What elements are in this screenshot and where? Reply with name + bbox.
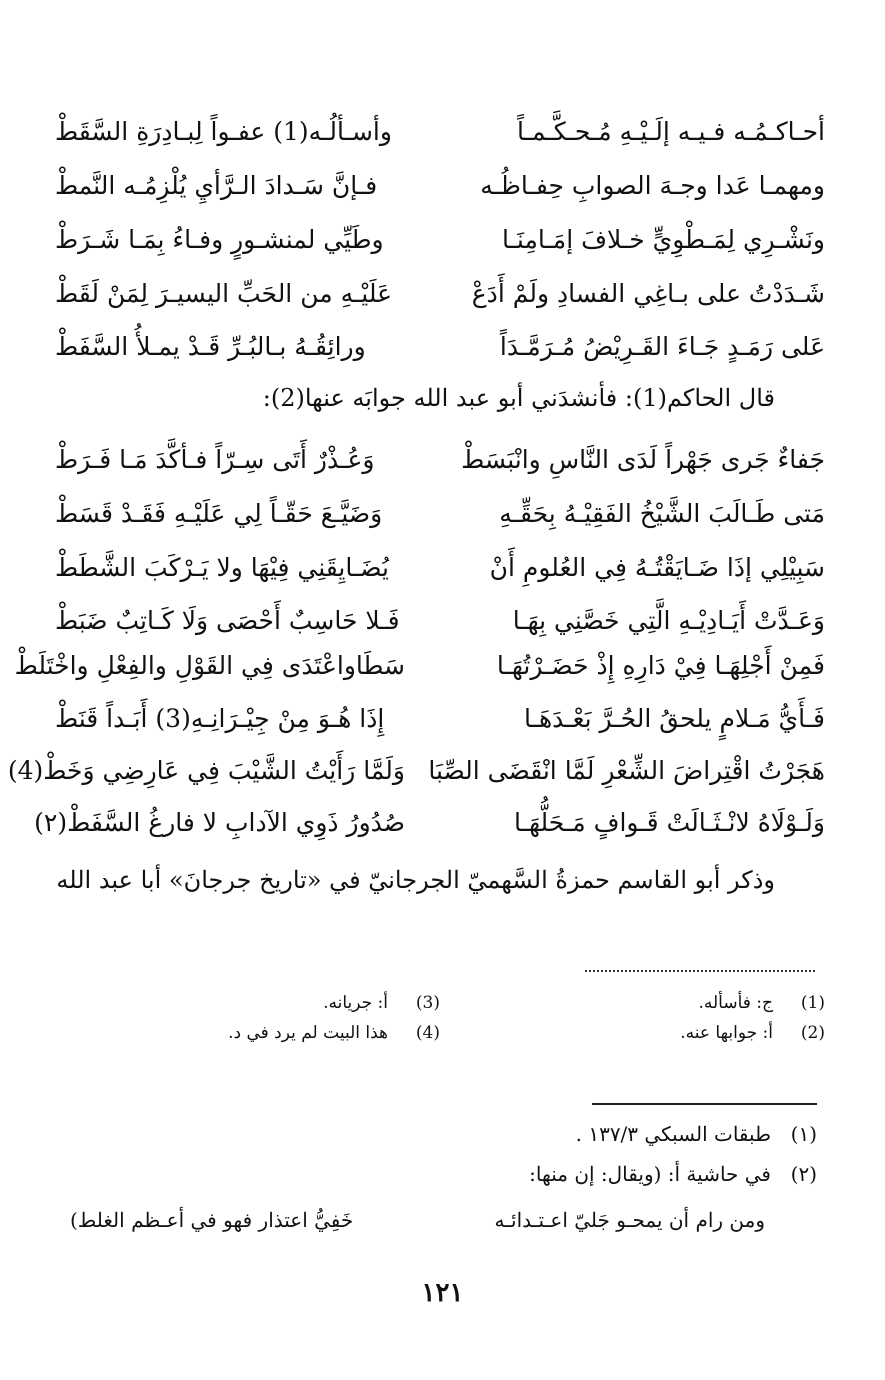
variant-text: أ: جوابها عنه. (680, 1023, 773, 1043)
poem2-verse (34, 794, 825, 850)
variant-number: (2) (800, 1023, 825, 1043)
footnote (67, 1162, 817, 1186)
hemistich-right: عَلى رَمَـدٍ جَـاءَ القَـرِيْضُ مُـرَمَّـدَاً (499, 331, 825, 361)
hemistich-left: ورائِقُـهُ بـالبُـرِّ قَـدْ يمـلأُ السَّفَطْ (55, 331, 366, 361)
hemistich-left: إِذَا هُـوَ مِنْ جِيْـرَانِـهِ(3) أَبَـداً قَنَطْ (55, 703, 385, 733)
hemistich-right: مَتى طَـالَبَ الشَّيْخُ الفَقِيْـهُ بِحَقِّـهِ (499, 498, 825, 528)
hemistich-left: فَـلا حَاسِبٌ أَحْصَى وَلَا كَـاتِبٌ ضَبَطْ (55, 605, 400, 635)
variant-note (440, 1018, 825, 1048)
hemistich-left: وَعُـذْرٌ أَتَى سِـرّاً فـأكَّدَ مَـا فَـرَطْ (55, 444, 375, 474)
hemistich-right: فَمِنْ أَجْلِهَـا فِيْ دَارِهِ إِذْ حَضَـرْتُهَـا (496, 650, 825, 680)
variant-row (55, 1018, 825, 1048)
hemistich-left: صُدُورُ ذَوِي الآدابِ لا فارغُ السَّفَطْ(٢) (34, 807, 405, 837)
hemistich-right: سَبِيْلِي إذَا ضَـايَقْتُـهُ فِي العُلومِ أَنْ (489, 552, 825, 582)
intro-paragraph: قال الحاكم(1): فأنشدَني أبو عبد الله جوابَه عنها(2): (262, 384, 775, 412)
hemistich-left: فـإنَّ سَـدادَ الـرَّأيِ يُلْزِمُـه النَّمطْ (55, 170, 378, 200)
hemistich-left: يُضَـايِقَنِي فِيْهَا ولا يَـرْكَبَ الشَّطَطْ (55, 552, 389, 582)
hemistich-left: وَلَمَّا رَأَيْتُ الشَّيْبَ فِي عَارِضِي وَخَطْ(4) (7, 755, 405, 785)
footnote-text: طبقات السبكي ١٣٧/٣ . (575, 1122, 771, 1146)
poem2-verse (55, 690, 825, 746)
poem2-verse (55, 539, 825, 595)
hemistich-left: سَطَاواعْتَدَى فِي القَوْلِ والفِعْلِ واخْتَلَطْ (14, 650, 405, 680)
footnote-hemistich-left: خَفِيُّ اعتذار فهو في أعـظم الغلط) (70, 1208, 354, 1232)
hemistich-right: شَـدَدْتُ على بـاغِي الفسادِ ولَمْ أَدَعْ (471, 278, 825, 308)
hemistich-left: وطَيِّي لمنشـورٍ وفـاءُ بِمَـا شَـرَطْ (55, 224, 384, 254)
variant-number: (4) (415, 1023, 440, 1043)
footnote (67, 1122, 817, 1146)
closing-paragraph: وذكر أبو القاسم حمزةُ السَّهميّ الجرجانيّ في «تاريخ جرجانَ» أبا عبد الله (56, 866, 775, 894)
dotted-rule (585, 970, 815, 972)
variant-text: أ: جريانه. (323, 993, 388, 1013)
hemistich-right: ونَشْـرِي لِمَـطْوِيٍّ خـلافَ إمَـامِنَـا (501, 224, 825, 254)
variant-text: هذا البيت لم يرد في د. (228, 1023, 388, 1043)
hemistich-right: ومهمـا عَدا وجـهَ الصوابِ حِفـاظُـه (480, 170, 825, 200)
variant-note (440, 988, 825, 1018)
hemistich-right: وَعَـدَّتْ أَيَـادِيْـهِ الَّتِي خَصَّنِي بِهَـا (512, 605, 825, 635)
poem1-verse (55, 157, 825, 213)
footnote-hemistich-right: ومن رام أن يمحـو جَليّ اعـتـدائـه (494, 1208, 765, 1232)
poem1-verse (55, 211, 825, 267)
variant-note (55, 988, 440, 1018)
footnote-verse (70, 1200, 765, 1240)
footnote-text: في حاشية أ: (ويقال: إن منها: (529, 1162, 771, 1186)
hemistich-right: هَجَرْتُ اقْتِراضَ الشِّعْرِ لَمَّا انْقَضَى الصِّبَا (428, 755, 825, 785)
variant-number: (3) (415, 993, 440, 1013)
poem2-verse (7, 742, 825, 798)
hemistich-left: وَضَيَّـعَ حَقّـاً لِي عَلَيْـهِ فَقَـدْ قَسَطْ (55, 498, 383, 528)
poem1-verse (55, 318, 825, 374)
poem1-verse (55, 265, 825, 321)
footnote-number: (١) (790, 1122, 817, 1146)
page-number: ١٢١ (421, 1278, 464, 1308)
variant-row (55, 988, 825, 1018)
hemistich-right: جَفاءٌ جَرى جَهْراً لَدَى النَّاسِ وانْبَسَطْ (461, 444, 825, 474)
footnote-number: (٢) (790, 1162, 817, 1186)
hemistich-left: وأسـألُـه(1) عفـواً لِبـادِرَةِ السَّقَطْ (55, 116, 392, 146)
poem2-verse (14, 637, 825, 693)
hemistich-right: فَـأَيُّ مَـلامٍ يلحقُ الحُـرَّ بَعْـدَهَـا (524, 703, 825, 733)
poem2-verse (55, 485, 825, 541)
variant-text: ج: فأسأله. (698, 993, 773, 1013)
poem2-verse (55, 431, 825, 487)
hemistich-left: عَلَيْـهِ من الحَبِّ اليسيـرَ لِمَنْ لَقَطْ (55, 278, 393, 308)
hemistich-right: أحـاكـمُـه فـيـه إلَـيْـهِ مُـحـكَّـمـاً (517, 116, 825, 146)
footnotes-rule (592, 1103, 817, 1105)
variant-number: (1) (800, 993, 825, 1013)
poem1-verse (55, 103, 825, 159)
hemistich-right: وَلَـوْلَاهُ لانْـثَـالَتْ قَـوافٍ مَـحَلُّهَـا (514, 807, 825, 837)
variant-note (55, 1018, 440, 1048)
